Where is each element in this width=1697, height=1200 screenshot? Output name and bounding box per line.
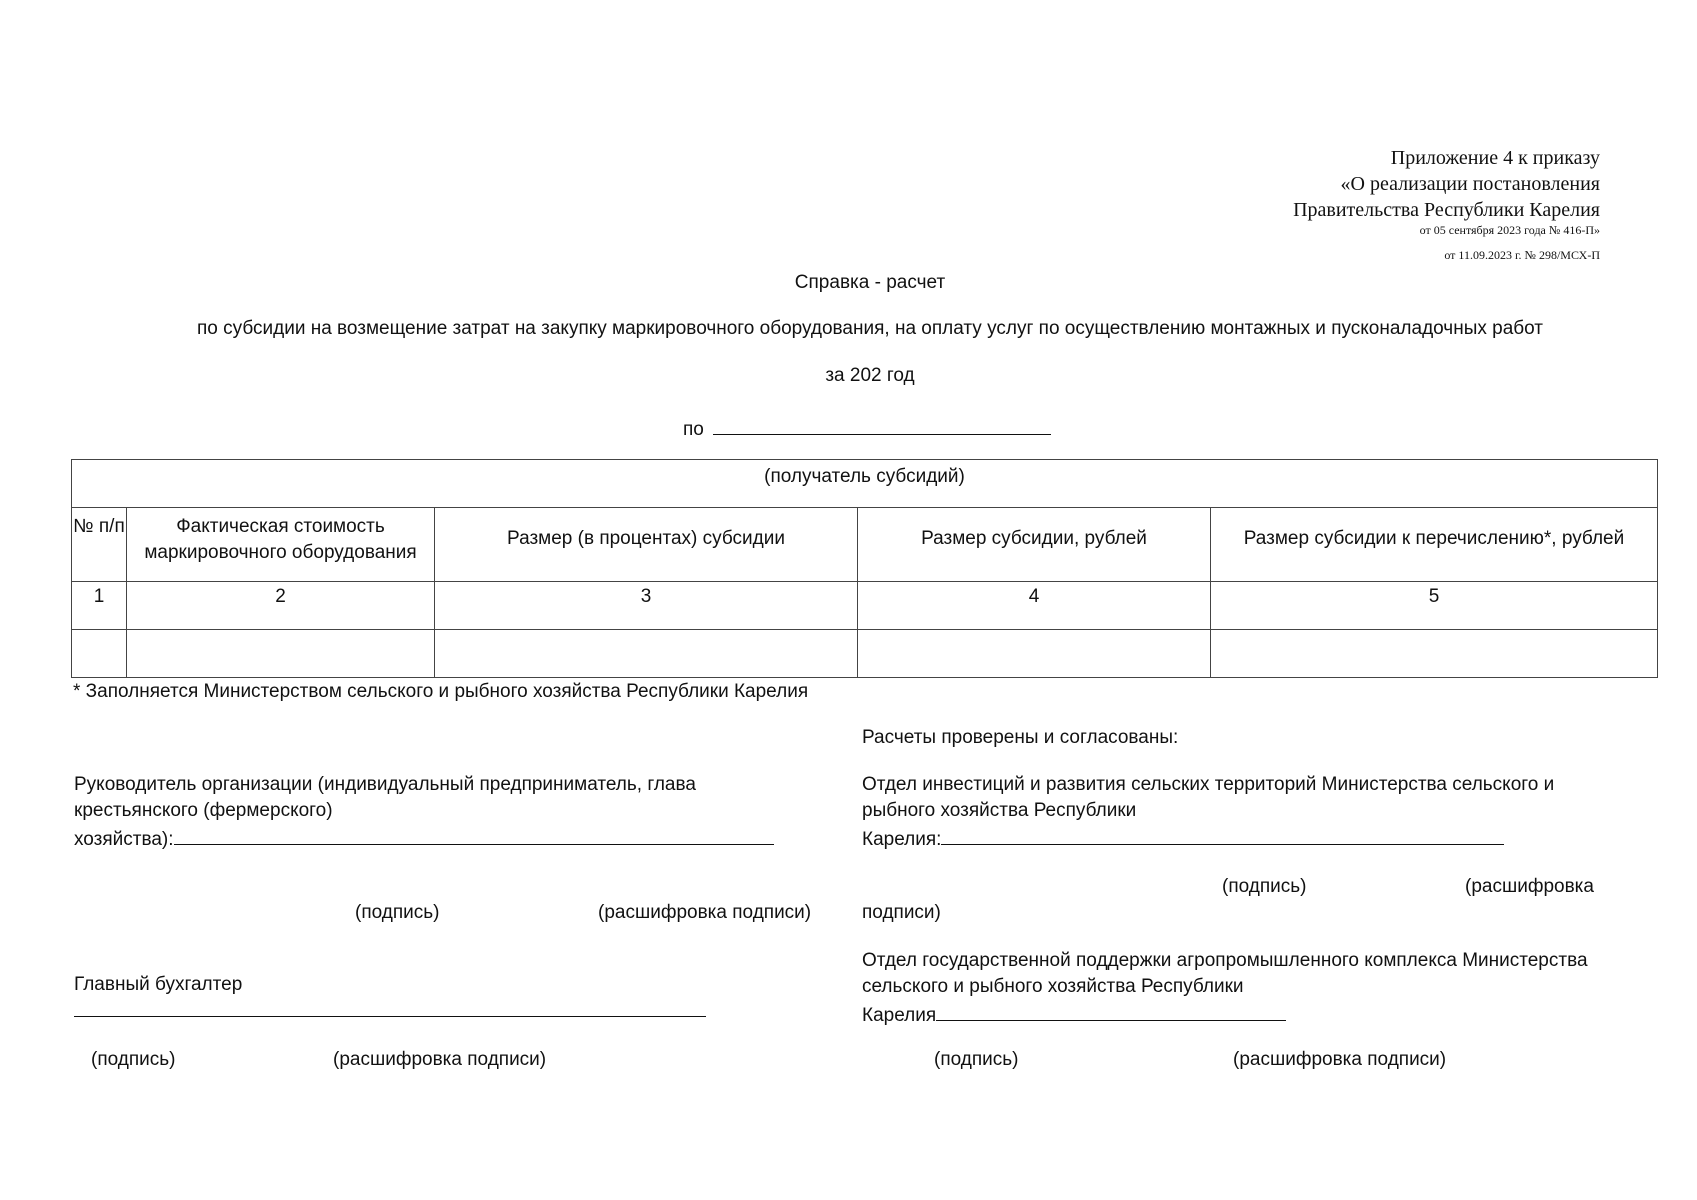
document-subtitle: по субсидии на возмещение затрат на закупку маркировочного оборудования, на оплату услуг по осуществлению монтажных и пусконаладочных работ (196, 318, 1544, 339)
recipient-caption: (получатель субсидий) (72, 460, 1658, 508)
dept2-line-3 (862, 1000, 1588, 1029)
head-sign-caption: (подпись) (355, 902, 440, 923)
dept2-line-2: сельского и рыбного хозяйства Республики (862, 976, 1244, 997)
head-title-line-2: крестьянского (фермерского) (74, 800, 333, 821)
appendix-line-4: от 05 сентября 2023 года № 416-П» (1419, 223, 1600, 237)
number-cell: 5 (1211, 582, 1658, 630)
dept1-sign-caption: (подпись) (1222, 876, 1307, 897)
dept2-decode-caption: (расшифровка подписи) (1233, 1049, 1447, 1070)
table-header-row (72, 508, 1658, 582)
dept1-line-2: рыбного хозяйства Республики (862, 800, 1137, 821)
subsidy-table (71, 459, 1658, 678)
dept2-signature-field[interactable] (936, 1000, 1286, 1021)
header-cell: № п/п (72, 508, 127, 582)
report-year: за 202 год (825, 365, 915, 386)
dept1-line-1: Отдел инвестиций и развития сельских территорий Министерства сельского и (862, 774, 1555, 795)
header-cell: Размер (в процентах) субсидии (435, 508, 858, 582)
dept1-decode-caption-part2: подписи) (862, 902, 941, 923)
recipient-field[interactable] (713, 412, 1051, 435)
number-cell: 4 (858, 582, 1211, 630)
head-title-label: хозяйства): (74, 829, 174, 850)
table-data-row (72, 630, 1658, 678)
recipient-line (683, 412, 1051, 441)
header-cell: Фактическая стоимость маркировочного оборудования (127, 508, 435, 582)
checked-label: Расчеты проверены и согласованы: (862, 727, 1179, 748)
dept1-signature-field[interactable] (941, 824, 1504, 845)
appendix-line-1: Приложение 4 к приказу (1390, 147, 1600, 169)
dept2-signature-block (862, 948, 1588, 1029)
dept2-sign-caption: (подпись) (934, 1049, 1019, 1070)
data-cell[interactable] (858, 630, 1211, 678)
appendix-line-3: Правительства Республики Карелия (1293, 199, 1600, 221)
number-cell: 2 (127, 582, 435, 630)
number-cell: 1 (72, 582, 127, 630)
number-cell: 3 (435, 582, 858, 630)
dept1-title-label: Карелия: (862, 829, 942, 850)
footnote: * Заполняется Министерством сельского и рыбного хозяйства Республики Карелия (73, 681, 809, 702)
accountant-title: Главный бухгалтер (74, 974, 243, 995)
header-cell: Размер субсидии, рублей (858, 508, 1211, 582)
recipient-prefix: по (683, 419, 704, 440)
head-decode-caption: (расшифровка подписи) (598, 902, 812, 923)
header-cell: Размер субсидии к перечислению*, рублей (1211, 508, 1658, 582)
data-cell[interactable] (435, 630, 858, 678)
head-signature-field[interactable] (174, 824, 774, 845)
table-number-row (72, 582, 1658, 630)
document-title: Справка - расчет (794, 272, 946, 293)
appendix-line-2: «О реализации постановления (1340, 173, 1600, 195)
dept1-decode-caption-part1: (расшифровка (1465, 876, 1594, 897)
dept2-line-1: Отдел государственной поддержки агропромышленного комплекса Министерства (862, 950, 1588, 971)
data-cell[interactable] (127, 630, 435, 678)
head-title-line-3 (74, 824, 774, 853)
data-cell[interactable] (1211, 630, 1658, 678)
dept2-title-label: Карелия (862, 1005, 937, 1026)
table-caption-row (72, 460, 1658, 508)
dept1-signature-block (862, 772, 1554, 853)
accountant-decode-caption: (расшифровка подписи) (333, 1049, 547, 1070)
head-title-line-1: Руководитель организации (индивидуальный предприниматель, глава (74, 774, 696, 795)
accountant-signature-field[interactable] (74, 996, 706, 1017)
data-cell[interactable] (72, 630, 127, 678)
appendix-line-5: от 11.09.2023 г. № 298/МСХ-П (1444, 248, 1600, 262)
accountant-sign-caption: (подпись) (91, 1049, 176, 1070)
head-signature-block (74, 772, 774, 853)
dept1-line-3 (862, 824, 1554, 853)
appendix-block (1293, 145, 1600, 263)
